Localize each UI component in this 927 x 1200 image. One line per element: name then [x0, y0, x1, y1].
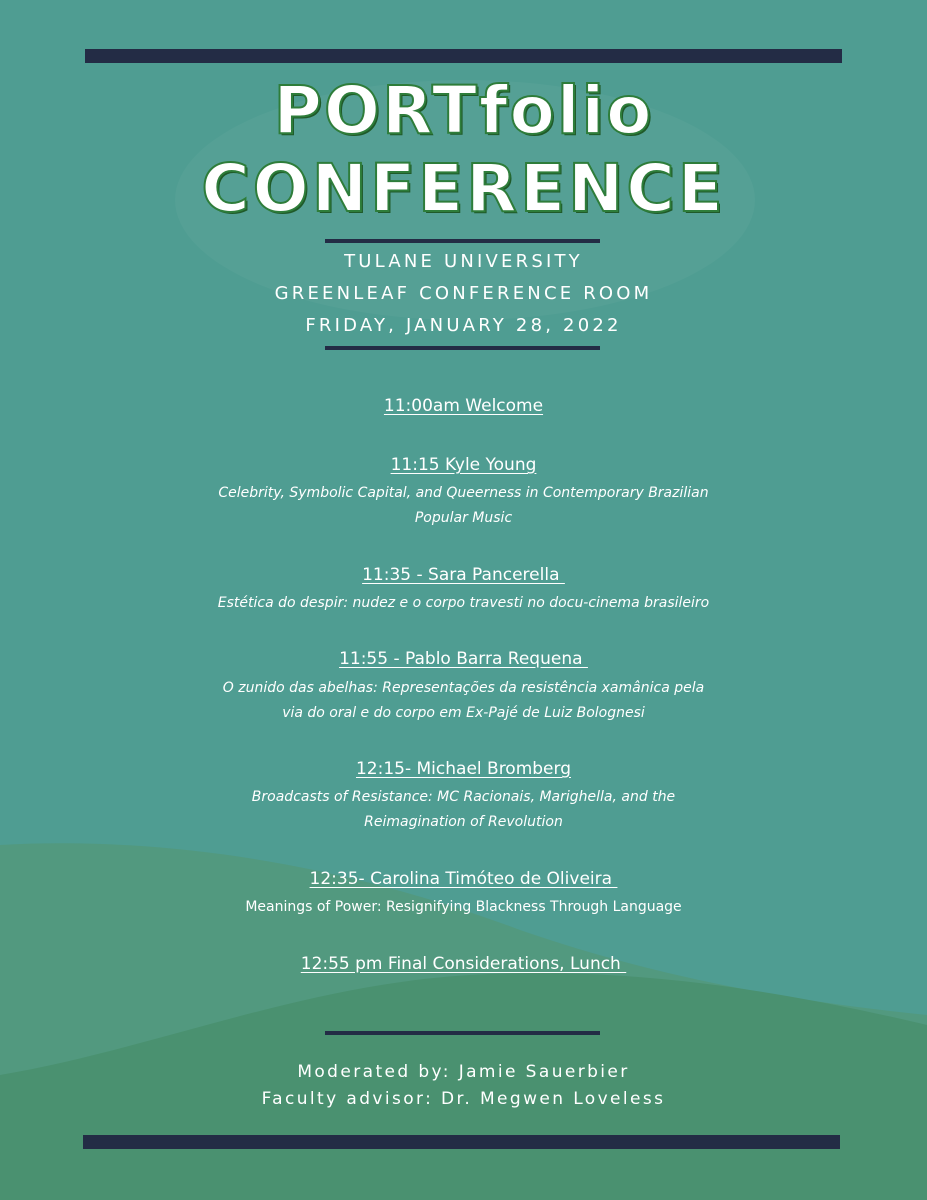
talk-title-line: Estética do despir: nudez e o corpo travesti no docu-cinema brasileiro [217, 595, 710, 611]
bottom-border-bar [83, 1135, 840, 1149]
divider-below-venue [325, 346, 600, 350]
talk-title-line: Meanings of Power: Resignifying Blackness Through Language [245, 899, 682, 915]
talk-title-line: O zunido das abelhas: Representações da resistência xamânica pela [222, 680, 705, 696]
advisor-credit: Faculty advisor: Dr. Megwen Loveless [261, 1089, 666, 1109]
schedule-item-sara-pancerella: 11:35 - Sara Pancerella [362, 565, 565, 585]
moderator-credit: Moderated by: Jamie Sauerbier [297, 1062, 630, 1082]
schedule-item-final-considerations: 12:55 pm Final Considerations, Lunch [300, 954, 627, 974]
talk-title-line: Broadcasts of Resistance: MC Racionais, Marighella, and the [251, 789, 676, 805]
venue-university: TULANE UNIVERSITY [344, 251, 583, 272]
venue-room: GREENLEAF CONFERENCE ROOM [274, 283, 653, 304]
title-line-conference: CONFERENCE [201, 150, 726, 227]
divider-above-credits [325, 1031, 600, 1035]
talk-title-line: Celebrity, Symbolic Capital, and Queerness in Contemporary Brazilian [218, 485, 709, 501]
schedule-item-welcome: 11:00am Welcome [383, 396, 544, 416]
schedule-item-kyle-young: 11:15 Kyle Young [390, 455, 537, 475]
venue-date: FRIDAY, JANUARY 28, 2022 [305, 315, 622, 336]
title-line-portfolio: PORTfolio [273, 72, 654, 149]
schedule-item-carolina-timoteo: 12:35- Carolina Timóteo de Oliveira [309, 869, 618, 889]
talk-title-line: Reimagination of Revolution [364, 814, 563, 830]
talk-title-line: Popular Music [414, 510, 513, 526]
schedule-item-pablo-barra-requena: 11:55 - Pablo Barra Requena [339, 649, 588, 669]
divider-above-venue [325, 239, 600, 243]
top-border-bar [85, 49, 842, 63]
schedule-item-michael-bromberg: 12:15- Michael Bromberg [355, 759, 571, 779]
talk-title-line: via do oral e do corpo em Ex-Pajé de Luiz Bolognesi [282, 705, 645, 721]
